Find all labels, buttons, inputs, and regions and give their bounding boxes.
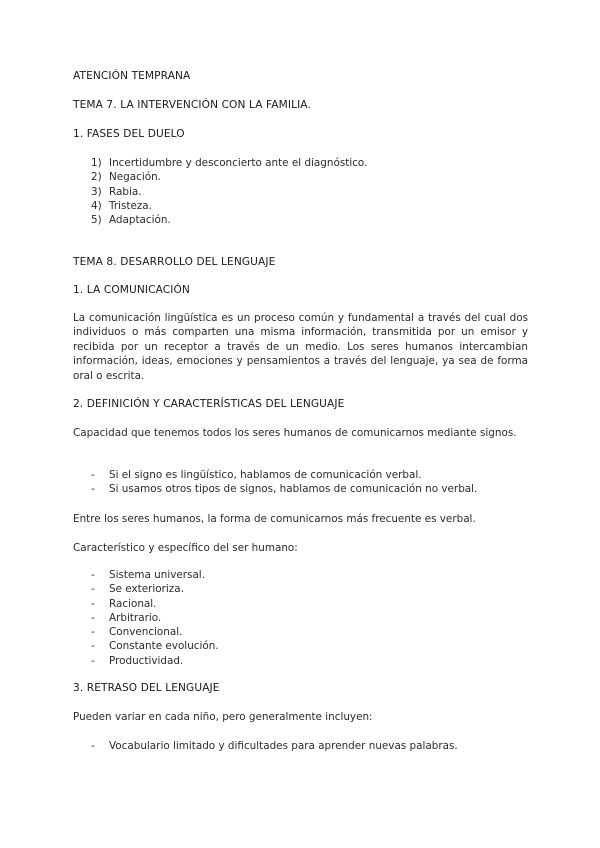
- definicion-title: 2. DEFINICIÓN Y CARACTERÍSTICAS DEL LENGUAJE: [73, 398, 345, 410]
- list-item: [73, 185, 528, 199]
- tema8-title: TEMA 8. DESARROLLO DEL LENGUAJE: [73, 256, 276, 268]
- list-item: [73, 568, 528, 582]
- caracteristico-paragraph: Característico y específico del ser humano:: [73, 542, 298, 554]
- list-item-text: Adaptación.: [109, 214, 171, 227]
- dash-marker: -: [91, 583, 95, 596]
- dash-marker: -: [91, 483, 95, 496]
- dash-marker: -: [91, 611, 95, 624]
- tema7-section1-title: 1. FASES DEL DUELO: [73, 128, 185, 140]
- dash-marker: -: [91, 640, 95, 653]
- fases-list: [73, 156, 528, 227]
- list-number: 3): [91, 185, 102, 198]
- retraso-paragraph: Pueden variar en cada niño, pero generalmente incluyen:: [73, 711, 373, 723]
- list-item-text: Se exterioriza.: [109, 583, 184, 596]
- list-item-text: Incertidumbre y desconcierto ante el diagnóstico.: [109, 157, 368, 169]
- dash-marker: -: [91, 469, 95, 481]
- list-item: [73, 639, 528, 653]
- comunicacion-title: 1. LA COMUNICACIÓN: [73, 284, 190, 296]
- list-item-text: Rabia.: [109, 185, 142, 198]
- list-item: [73, 654, 528, 668]
- list-item-text: Sistema universal.: [109, 569, 205, 581]
- list-item: [73, 582, 528, 596]
- document-title: ATENCIÓN TEMPRANA: [73, 70, 191, 82]
- comunicacion-paragraph: La comunicación lingüística es un proceso común y fundamental a través del cual dos individuos o más comparten una misma información, transmitida por un emisor y recibida por un receptor a través de un medio. Los seres humanos intercambian información, ideas, emociones y pensamientos a través del lenguaje, ya sea de forma oral o escrita.: [73, 312, 528, 382]
- list-item: [73, 213, 528, 227]
- tema7-title: TEMA 7. LA INTERVENCIÓN CON LA FAMILIA.: [73, 99, 311, 111]
- list-item-text: Negación.: [109, 171, 161, 184]
- list-number: 5): [91, 214, 102, 227]
- list-item: [73, 739, 528, 753]
- list-item: [73, 482, 528, 496]
- dash-marker: -: [91, 654, 95, 667]
- list-item-text: Constante evolución.: [109, 640, 219, 653]
- list-item: [73, 597, 528, 611]
- dash-marker: -: [91, 569, 95, 581]
- list-item-text: Si usamos otros tipos de signos, hablamos de comunicación no verbal.: [109, 483, 478, 496]
- list-item: [73, 468, 528, 482]
- list-item-text: Arbitrario.: [109, 611, 162, 624]
- list-item: [73, 611, 528, 625]
- list-item-text: Racional.: [109, 597, 157, 610]
- list-item-text: Tristeza.: [109, 199, 152, 212]
- list-item: [73, 156, 528, 170]
- dash-marker: -: [91, 626, 95, 639]
- list-item-text: Convencional.: [109, 626, 183, 639]
- dash-marker: -: [91, 740, 95, 752]
- dash-marker: -: [91, 597, 95, 610]
- signo-list: [73, 468, 528, 497]
- features-list: [73, 568, 528, 668]
- verbal-paragraph: Entre los seres humanos, la forma de comunicarnos más frecuente es verbal.: [73, 513, 476, 525]
- retraso-title: 3. RETRASO DEL LENGUAJE: [73, 682, 220, 694]
- list-item: [73, 625, 528, 639]
- list-number: 1): [91, 157, 102, 169]
- retraso-list: [73, 739, 528, 753]
- list-number: 2): [91, 171, 102, 184]
- list-item-text: Si el signo es lingüístico, hablamos de comunicación verbal.: [109, 469, 422, 481]
- list-item-text: Vocabulario limitado y dificultades para aprender nuevas palabras.: [109, 740, 458, 752]
- definicion-paragraph: Capacidad que tenemos todos los seres humanos de comunicarnos mediante signos.: [73, 427, 517, 439]
- list-item: [73, 199, 528, 213]
- list-item: [73, 170, 528, 184]
- list-item-text: Productividad.: [109, 654, 184, 667]
- list-number: 4): [91, 199, 102, 212]
